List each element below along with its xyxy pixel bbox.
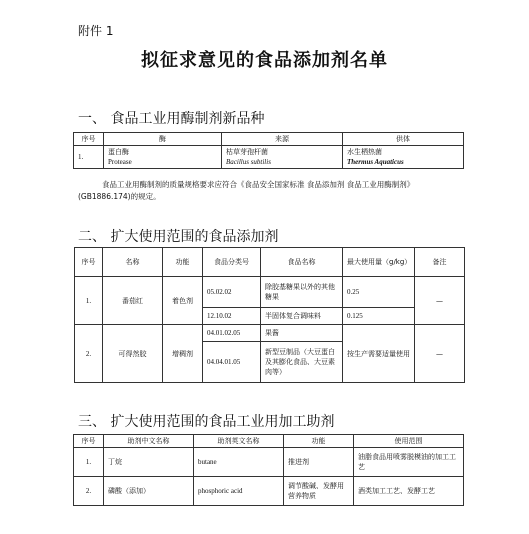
cell-food: 半固体复合调味料 <box>261 308 343 325</box>
section3-heading: 三、 扩大使用范围的食品工业用加工助剂 <box>78 414 335 430</box>
cell-code: 04.04.01.05 <box>203 342 261 383</box>
table-header-row <box>75 248 465 277</box>
cell-remark: — <box>415 325 465 383</box>
col-header-function: 功能 <box>284 435 354 448</box>
cell-no: 2. <box>75 325 103 383</box>
document-title: 拟征求意见的食品添加剂名单 <box>141 50 388 71</box>
cell-en-name: butane <box>194 448 284 477</box>
table-header-row <box>74 133 464 146</box>
processing-aid-table <box>73 434 464 506</box>
cell-name: 可得然胶 <box>103 325 163 383</box>
col-header-enzyme: 酶 <box>104 133 222 146</box>
enzyme-en: Protease <box>108 158 132 167</box>
cell-cn-name: 磷酸（添加） <box>104 477 194 506</box>
cell-code: 04.01.02.05 <box>203 325 261 342</box>
col-header-donor: 供体 <box>343 133 464 146</box>
section1-heading: 一、 食品工业用酶制剂新品种 <box>78 111 265 127</box>
table-row <box>74 477 464 506</box>
enzyme-note: 食品工业用酶制剂的质量规格要求应符合《食品安全国家标准 食品添加剂 食品工业用酶制剂》(GB1886.174)的规定。 <box>78 180 415 201</box>
donor-en: Thermus Aquaticus <box>347 158 404 167</box>
col-header-code: 食品分类号 <box>203 248 261 277</box>
cell-no: 1. <box>74 146 104 169</box>
cell-code: 05.02.02 <box>203 277 261 308</box>
col-header-no: 序号 <box>74 435 104 448</box>
cell-code: 12.10.02 <box>203 308 261 325</box>
cell-name: 番茄红 <box>103 277 163 325</box>
cell-scope: 油脂食品用喷雾脱模油的加工工艺 <box>354 448 464 477</box>
cell-no: 2. <box>74 477 104 506</box>
col-header-cn-name: 助剂中文名称 <box>104 435 194 448</box>
table-row <box>74 448 464 477</box>
enzyme-cn: 蛋白酶 <box>108 148 129 157</box>
col-header-function: 功能 <box>163 248 203 277</box>
table-row <box>75 325 465 342</box>
enzyme-table <box>73 132 464 169</box>
cell-no: 1. <box>74 448 104 477</box>
cell-food: 果酱 <box>261 325 343 342</box>
col-header-food: 食品名称 <box>261 248 343 277</box>
additive-table <box>74 247 465 383</box>
cell-function: 着色剂 <box>163 277 203 325</box>
source-cn: 枯草芽孢杆菌 <box>226 148 268 157</box>
cell-remark: — <box>415 277 465 325</box>
table-header-row <box>74 435 464 448</box>
cell-no: 1. <box>75 277 103 325</box>
cell-enzyme <box>104 146 222 169</box>
cell-scope: 酒类加工工艺、发酵工艺 <box>354 477 464 506</box>
col-header-no: 序号 <box>75 248 103 277</box>
col-header-source: 来源 <box>222 133 343 146</box>
cell-max: 0.25 <box>343 277 415 308</box>
source-en: Bacillus subtilis <box>226 158 271 167</box>
section2-heading: 二、 扩大使用范围的食品添加剂 <box>78 229 279 245</box>
col-header-scope: 使用范围 <box>354 435 464 448</box>
attachment-label: 附件 1 <box>78 24 114 38</box>
table-row <box>74 146 464 169</box>
cell-donor <box>343 146 464 169</box>
cell-function: 增稠剂 <box>163 325 203 383</box>
cell-cn-name: 丁烷 <box>104 448 194 477</box>
cell-en-name: phosphoric acid <box>194 477 284 506</box>
cell-max: 0.125 <box>343 308 415 325</box>
col-header-max: 最大使用量（g/kg） <box>343 248 415 277</box>
donor-cn: 水生栖热菌 <box>347 148 382 157</box>
table-row <box>75 277 465 308</box>
cell-food: 新型豆制品（大豆蛋白及其膨化食品、大豆素肉等） <box>261 342 343 383</box>
col-header-name: 名称 <box>103 248 163 277</box>
col-header-en-name: 助剂英文名称 <box>194 435 284 448</box>
cell-source <box>222 146 343 169</box>
cell-food: 除胶基糖果以外的其他糖果 <box>261 277 343 308</box>
col-header-no: 序号 <box>74 133 104 146</box>
cell-function: 调节酸碱、发酵用营养物质 <box>284 477 354 506</box>
cell-max: 按生产需要适量使用 <box>343 325 415 383</box>
col-header-remark: 备注 <box>415 248 465 277</box>
cell-function: 推进剂 <box>284 448 354 477</box>
